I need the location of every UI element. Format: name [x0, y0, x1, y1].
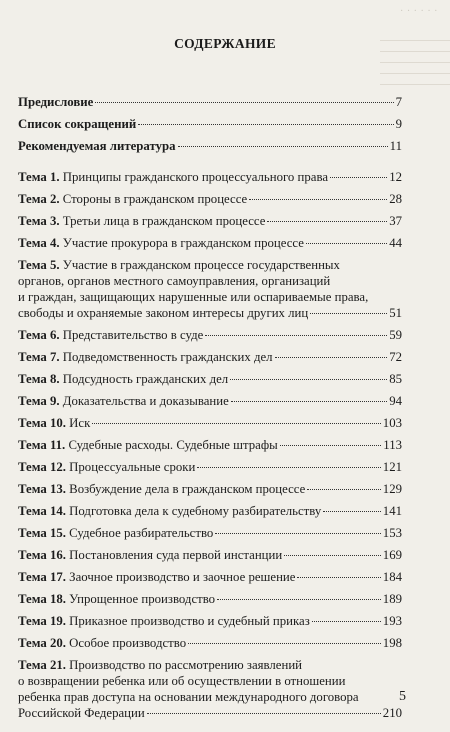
toc-entry-label — [18, 690, 359, 704]
dot-leader — [215, 533, 380, 534]
topic-number: Тема 21. — [18, 658, 70, 672]
dot-leader — [249, 199, 387, 200]
topic-number: Тема 1. — [18, 170, 63, 184]
topic-title-line: свободы и охраняемые законом интересы других лиц — [18, 306, 309, 320]
toc-entry-title: Список сокращений — [18, 117, 137, 131]
toc-page-number: 9 — [395, 117, 402, 131]
toc-entry-topic[interactable] — [18, 657, 402, 721]
toc-entry-topic[interactable] — [18, 415, 402, 431]
topic-title-line: Приказное производство и судебный приказ — [69, 614, 310, 628]
toc-entry-label — [18, 349, 273, 365]
toc-row — [18, 235, 402, 251]
toc-page-number: 113 — [383, 438, 402, 452]
topic-title-line: Доказательства и доказывание — [62, 394, 229, 408]
toc-entry-topic[interactable] — [18, 191, 402, 207]
toc-row — [18, 327, 402, 343]
toc-row — [18, 613, 402, 629]
dot-leader — [275, 357, 388, 358]
page-number: 5 — [399, 689, 406, 704]
toc-page-number: 28 — [389, 192, 402, 206]
toc-page-number: 121 — [382, 460, 402, 474]
dot-leader — [284, 555, 381, 556]
topic-number: Тема 7. — [18, 350, 63, 364]
toc-entry-label — [18, 371, 228, 387]
topic-number: Тема 17. — [18, 570, 70, 584]
topic-title-line: Принципы гражданского процессуального права — [62, 170, 329, 184]
toc-row — [18, 525, 402, 541]
toc-entry-label — [18, 569, 295, 585]
toc-row — [18, 349, 402, 365]
toc-entry-topic[interactable] — [18, 213, 402, 229]
toc-continuation-line — [18, 273, 402, 289]
toc-row — [18, 138, 402, 154]
toc-page-number: 210 — [382, 706, 402, 720]
topic-number: Тема 19. — [18, 614, 70, 628]
toc-entry-label — [18, 674, 345, 688]
dot-leader — [178, 146, 388, 147]
toc-page-number: 198 — [382, 636, 402, 650]
topic-title-line: о возвращении ребенка или об осуществлении в отношении — [18, 674, 346, 688]
toc-entry-topic[interactable] — [18, 591, 402, 607]
topic-number: Тема 16. — [18, 548, 70, 562]
toc-row — [18, 569, 402, 585]
toc-entry-label — [18, 525, 213, 541]
toc-row — [18, 481, 402, 497]
toc-page-number: 169 — [382, 548, 402, 562]
toc-entry-label — [18, 393, 229, 409]
toc-entry-title: Предисловие — [18, 95, 94, 109]
topic-title-line: Участие прокурора в гражданском процессе — [62, 236, 304, 250]
toc-continuation-line — [18, 673, 402, 689]
dot-leader — [92, 423, 381, 424]
topic-number: Тема 13. — [18, 482, 70, 496]
topic-title-line: Представительство в суде — [62, 328, 204, 342]
toc-row — [18, 415, 402, 431]
toc-entry-title: Рекомендуемая литература — [18, 139, 176, 153]
topic-title-line: Судебное разбирательство — [69, 526, 214, 540]
topic-number: Тема 11. — [18, 438, 69, 452]
toc-entry-label — [18, 503, 321, 519]
toc-row — [18, 305, 402, 321]
toc-entry-topic[interactable] — [18, 393, 402, 409]
dot-leader — [267, 221, 387, 222]
topic-title-line: Возбуждение дела в гражданском процессе — [69, 482, 306, 496]
toc-entry-topic[interactable] — [18, 547, 402, 563]
topic-title-line: Участие в гражданском процессе государственных — [62, 258, 340, 272]
topic-title-line: Подготовка дела к судебному разбирательству — [69, 504, 322, 518]
table-of-contents — [18, 94, 402, 727]
toc-entry-front-matter[interactable] — [18, 94, 402, 110]
toc-page-number: 189 — [382, 592, 402, 606]
toc-page-number: 72 — [389, 350, 402, 364]
toc-page-number: 141 — [382, 504, 402, 518]
topic-number: Тема 5. — [18, 258, 63, 272]
toc-entry-topic[interactable] — [18, 327, 402, 343]
topic-title-line: органов, органов местного самоуправления, организаций — [18, 274, 331, 288]
toc-continuation-line — [18, 689, 402, 705]
dot-leader — [231, 401, 387, 402]
toc-entry-front-matter[interactable] — [18, 116, 402, 132]
toc-continuation-line — [18, 657, 402, 673]
toc-continuation-line — [18, 257, 402, 273]
toc-entry-topic[interactable] — [18, 349, 402, 365]
topic-number: Тема 3. — [18, 214, 63, 228]
toc-entry-topic[interactable] — [18, 525, 402, 541]
dot-leader — [188, 643, 381, 644]
toc-entry-topic[interactable] — [18, 635, 402, 651]
toc-page-number: 44 — [389, 236, 402, 250]
dot-leader — [307, 489, 380, 490]
toc-entry-topic[interactable] — [18, 503, 402, 519]
topic-title-line: Особое производство — [69, 636, 187, 650]
toc-entry-label — [18, 327, 203, 343]
toc-page-number: 37 — [389, 214, 402, 228]
toc-entry-topic[interactable] — [18, 613, 402, 629]
toc-row — [18, 705, 402, 721]
toc-row — [18, 371, 402, 387]
dot-leader — [95, 102, 393, 103]
topic-title-line: Подведомственность гражданских дел — [62, 350, 273, 364]
toc-row — [18, 459, 402, 475]
toc-row — [18, 169, 402, 185]
toc-row — [18, 94, 402, 110]
topic-title-line: Третьи лица в гражданском процессе — [62, 214, 266, 228]
toc-row — [18, 191, 402, 207]
topic-title-line: Судебные расходы. Судебные штрафы — [68, 438, 278, 452]
toc-row — [18, 213, 402, 229]
topic-title-line: Производство по рассмотрению заявлений — [69, 658, 303, 672]
dot-leader — [138, 124, 393, 125]
toc-entry-label — [18, 305, 308, 321]
topic-title-line: Процессуальные сроки — [69, 460, 196, 474]
topic-number: Тема 4. — [18, 236, 63, 250]
dot-leader — [217, 599, 381, 600]
toc-entry-label — [18, 116, 136, 132]
topic-number: Тема 9. — [18, 394, 63, 408]
dot-leader — [310, 313, 387, 314]
toc-entry-label — [18, 658, 302, 672]
toc-page-number: 103 — [382, 416, 402, 430]
toc-page-number: 7 — [395, 95, 402, 109]
topic-title-line: Российской Федерации — [18, 706, 145, 720]
toc-entry-front-matter[interactable] — [18, 138, 402, 154]
toc-entry-label — [18, 258, 340, 272]
toc-entry-label — [18, 169, 328, 185]
toc-entry-label — [18, 547, 282, 563]
toc-row — [18, 635, 402, 651]
topic-number: Тема 2. — [18, 192, 63, 206]
topic-number: Тема 14. — [18, 504, 70, 518]
toc-entry-label — [18, 705, 145, 721]
toc-entry-label — [18, 213, 265, 229]
topic-number: Тема 10. — [18, 416, 70, 430]
toc-entry-label — [18, 94, 93, 110]
toc-row — [18, 116, 402, 132]
dot-leader — [297, 577, 380, 578]
toc-entry-topic[interactable] — [18, 481, 402, 497]
dot-leader — [323, 511, 381, 512]
toc-page-number: 51 — [389, 306, 402, 320]
toc-entry-label — [18, 481, 305, 497]
topic-title-line: Стороны в гражданском процессе — [62, 192, 248, 206]
topic-title-line: и граждан, защищающих нарушенные или оспариваемые права, — [18, 290, 369, 304]
toc-row — [18, 547, 402, 563]
dot-leader — [280, 445, 382, 446]
topic-number: Тема 8. — [18, 372, 63, 386]
toc-entry-topic[interactable] — [18, 371, 402, 387]
toc-row — [18, 393, 402, 409]
toc-entry-topic[interactable] — [18, 459, 402, 475]
toc-entry-label — [18, 415, 90, 431]
toc-page-number: 153 — [382, 526, 402, 540]
topic-title-line: Подсудность гражданских дел — [62, 372, 229, 386]
toc-page-number: 59 — [389, 328, 402, 342]
dot-leader — [197, 467, 380, 468]
topic-title-line: Заочное производство и заочное решение — [69, 570, 296, 584]
dot-leader — [312, 621, 381, 622]
toc-page-number: 94 — [389, 394, 402, 408]
bleed-through-header: · · · · · · — [400, 6, 438, 17]
dot-leader — [230, 379, 387, 380]
topic-title-line: Постановления суда первой инстанции — [69, 548, 283, 562]
topic-number: Тема 18. — [18, 592, 70, 606]
dot-leader — [306, 243, 387, 244]
toc-entry-label — [18, 191, 247, 207]
dot-leader — [330, 177, 387, 178]
topic-title-line: Иск — [69, 416, 91, 430]
toc-row — [18, 503, 402, 519]
toc-entry-label — [18, 290, 368, 304]
topic-number: Тема 12. — [18, 460, 70, 474]
topic-title-line: Упрощенное производство — [69, 592, 216, 606]
toc-entry-topic[interactable] — [18, 437, 402, 453]
dot-leader — [147, 713, 381, 714]
toc-entry-topic[interactable] — [18, 257, 402, 321]
toc-page-number: 12 — [389, 170, 402, 184]
topic-number: Тема 20. — [18, 636, 70, 650]
toc-entry-topic[interactable] — [18, 169, 402, 185]
toc-entry-label — [18, 459, 195, 475]
toc-entry-label — [18, 591, 215, 607]
toc-entry-label — [18, 138, 176, 154]
toc-entry-label — [18, 613, 310, 629]
toc-page-number: 129 — [382, 482, 402, 496]
toc-continuation-line — [18, 289, 402, 305]
toc-entry-label — [18, 635, 186, 651]
toc-entry-label — [18, 235, 304, 251]
dot-leader — [205, 335, 387, 336]
topic-title-line: ребенка прав доступа на основании международного договора — [18, 690, 359, 704]
topic-number: Тема 6. — [18, 328, 63, 342]
page-title: СОДЕРЖАНИЕ — [174, 36, 276, 51]
toc-entry-label — [18, 437, 278, 453]
toc-row — [18, 591, 402, 607]
toc-page-number: 85 — [389, 372, 402, 386]
topic-number: Тема 15. — [18, 526, 70, 540]
toc-entry-topic[interactable] — [18, 569, 402, 585]
toc-entry-topic[interactable] — [18, 235, 402, 251]
toc-page-number: 193 — [382, 614, 402, 628]
toc-page-number: 184 — [382, 570, 402, 584]
toc-row — [18, 437, 402, 453]
toc-page-number: 11 — [389, 139, 402, 153]
toc-entry-label — [18, 274, 330, 288]
